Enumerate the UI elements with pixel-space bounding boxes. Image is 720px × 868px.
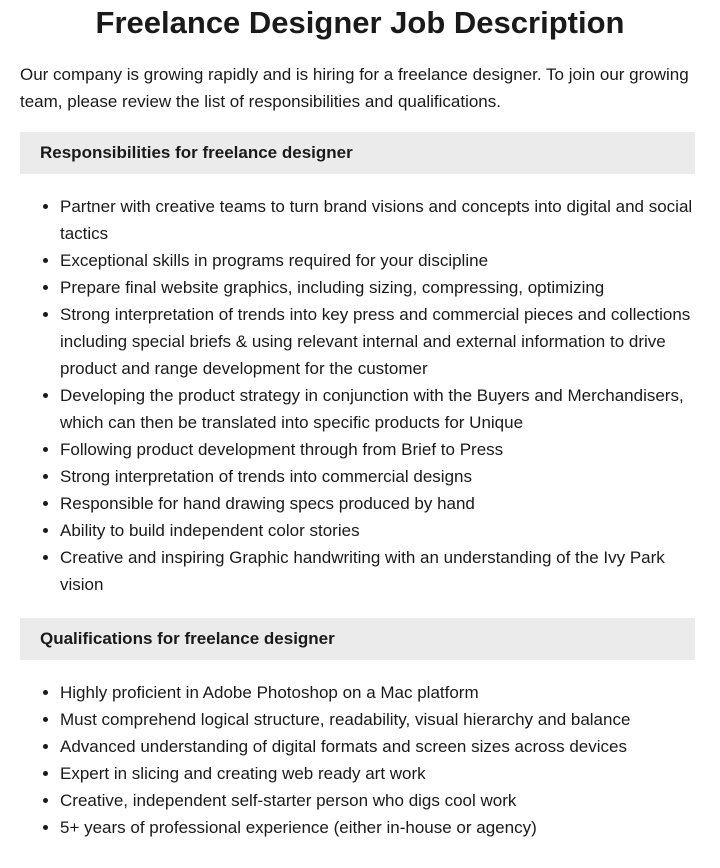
list-item: • Strong interpretation of trends into commercial designs — [60, 463, 700, 490]
qualifications-heading: Qualifications for freelance designer — [20, 618, 695, 660]
list-item: • Prepare final website graphics, including sizing, compressing, optimizing — [60, 274, 700, 301]
list-item: • Highly proficient in Adobe Photoshop on a Mac platform — [60, 679, 700, 706]
list-item: • Responsible for hand drawing specs produced by hand — [60, 490, 700, 517]
qualifications-list — [20, 679, 700, 841]
intro-paragraph: Our company is growing rapidly and is hiring for a freelance designer. To join our growing team, please review the list of responsibilities and qualifications. — [20, 65, 689, 111]
list-item: • Expert in slicing and creating web ready art work — [60, 760, 700, 787]
list-item: • Exceptional skills in programs required for your discipline — [60, 247, 700, 274]
list-item: • Ability to build independent color stories — [60, 517, 700, 544]
responsibilities-heading: Responsibilities for freelance designer — [20, 132, 695, 174]
responsibilities-list — [20, 193, 700, 598]
list-item: • 5+ years of professional experience (either in-house or agency) — [60, 814, 700, 841]
page-title: Freelance Designer Job Description — [95, 5, 625, 40]
list-item: • Advanced understanding of digital formats and screen sizes across devices — [60, 733, 700, 760]
list-item: • Developing the product strategy in conjunction with the Buyers and Merchandisers, which can then be translated into specific products for Unique — [60, 382, 700, 436]
list-item: • Creative and inspiring Graphic handwriting with an understanding of the Ivy Park vision — [60, 544, 700, 598]
list-item: • Following product development through from Brief to Press — [60, 436, 700, 463]
list-item: • Strong interpretation of trends into key press and commercial pieces and collections including special briefs & using relevant internal and external information to drive product and range development for the customer — [60, 301, 700, 382]
list-item: • Must comprehend logical structure, readability, visual hierarchy and balance — [60, 706, 700, 733]
list-item: • Partner with creative teams to turn brand visions and concepts into digital and social tactics — [60, 193, 700, 247]
list-item: • Creative, independent self-starter person who digs cool work — [60, 787, 700, 814]
